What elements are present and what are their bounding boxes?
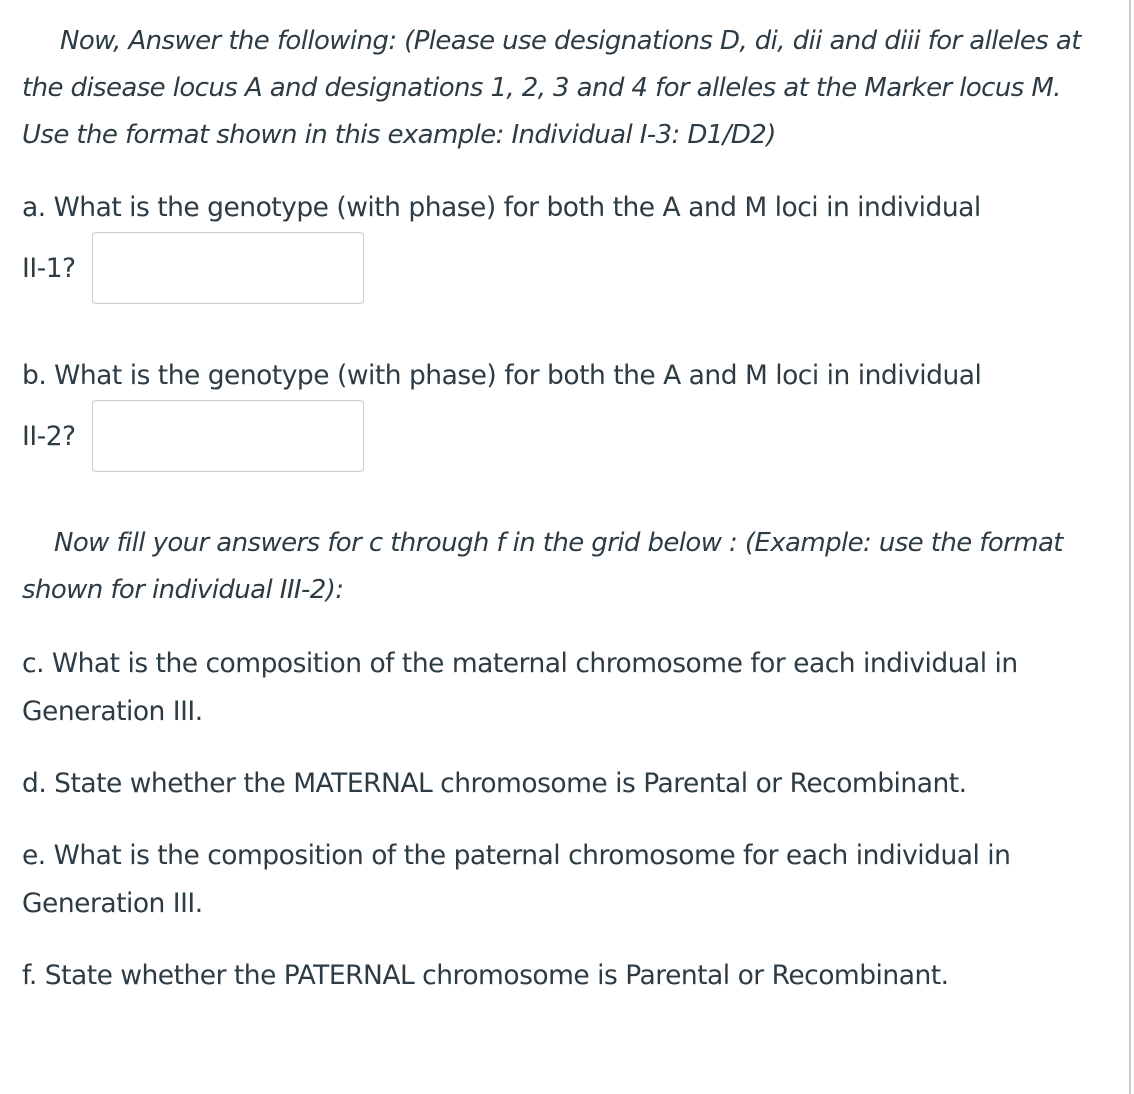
question-c-text: c. What is the composition of the maternal chromosome for each individual in Generation III. [22,648,1018,727]
grid-instructions-text: Now fill your answers for c through f in the grid below : (Example: use the format shown for individual III-2): [22,528,1063,605]
question-b-text: b. What is the genotype (with phase) for both the A and M loci in individual [22,360,982,391]
instructions-text: Now, Answer the following: (Please use designations D, di, dii and diii for alleles at the disease locus A and designations 1, 2, 3 and 4 for alleles at the Marker locus M. Use the format shown in this example: Individual I-3: D1/D2) [22,26,1081,150]
question-a-individual-label: II-1? [22,252,76,284]
question-a-answer-input[interactable] [92,232,364,304]
question-e-text: e. What is the composition of the paternal chromosome for each individual in Generation III. [22,840,1011,919]
question-b-answer-input[interactable] [92,400,364,472]
question-b-individual-label: II-2? [22,420,76,452]
question-content [22,0,1102,991]
question-b-answer-row [22,400,364,472]
page-right-border [1129,0,1131,1094]
question-a-answer-row [22,232,364,304]
question-f-text: f. State whether the PATERNAL chromosome is Parental or Recombinant. [22,960,949,991]
question-a-text: a. What is the genotype (with phase) for both the A and M loci in individual [22,192,981,223]
question-d-text: d. State whether the MATERNAL chromosome is Parental or Recombinant. [22,768,967,799]
